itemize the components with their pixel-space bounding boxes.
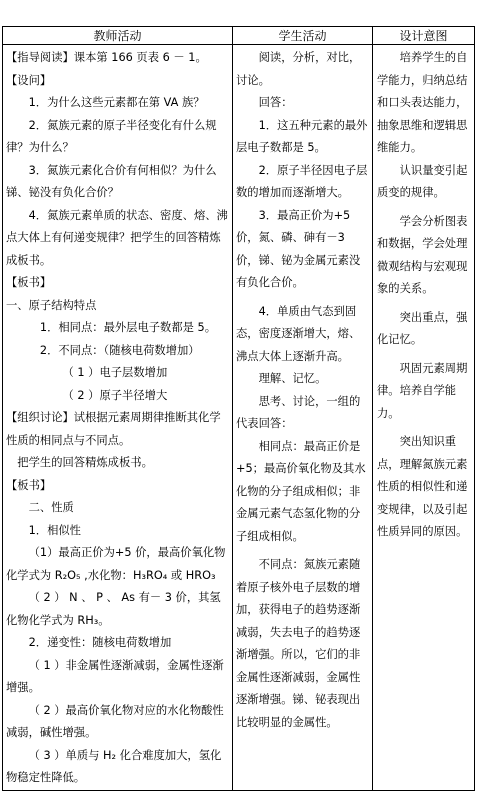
student-line: 理解、记忆。	[258, 372, 327, 385]
teacher-line: （ 2 ） N 、 P 、 As 有－ 3 价，其氢化物化学式为 RH₃。	[6, 591, 221, 627]
teacher-line: （ 2 ）原子半径增大	[62, 388, 168, 402]
teacher-line: 3．氮族元素化合价有何相似？为什么锑、铋没有负化合价？	[6, 163, 217, 199]
header-teacher: 教师活动	[3, 27, 233, 45]
student-line: 4．单质由气态到固态，密度逐渐增大，熔、沸点大体上逐渐升高。	[236, 304, 361, 363]
student-line: 不同点：氮族元素随着原子核外电子层数的增加，获得电子的趋势逐渐减弱，失去电子的趋势逐渐增强。所以，它们的非金属性逐渐减弱，金属性逐渐增强。锑、铋表现出比较明显的金属性。	[236, 558, 361, 729]
student-line: 2．原子半径因电子层数的增加而逐渐增大。	[236, 163, 368, 199]
teacher-line: 二、性质	[28, 501, 74, 514]
teacher-line: 【组织讨论】试根据元素周期律推断其化学性质的相同点与不同点。	[6, 411, 221, 447]
teacher-line: 1．相同点：最外层电子数都是 5。	[39, 321, 217, 334]
teacher-line: 2．不同点：（随核电荷数增加）	[39, 343, 200, 357]
student-activity	[233, 45, 372, 734]
design-line: 突出重点，强化记忆。	[377, 310, 468, 346]
teacher-line: （ 1 ）电子层数增加	[62, 366, 168, 379]
teacher-line: 一、原子结构特点	[6, 298, 97, 312]
student-line: 相同点：最高正价是+5；最高价氧化物及其水化物的分子组成相似；非金属元素气态氢化物的分子组成相似。	[236, 439, 366, 543]
teacher-line: （ 3 ）单质与 H₂ 化合难度加大，氢化物稳定性降低。	[6, 748, 222, 784]
design-line: 巩固元素周期律。培养自学能力。	[377, 361, 468, 420]
teacher-line: 把学生的回答精炼成板书。	[17, 456, 153, 469]
teacher-line: 1．相似性	[28, 523, 81, 537]
design-line: 培养学生的自学能力，归纳总结和口头表达能力，抽象思维和逻辑思维能力。	[377, 51, 468, 154]
header-row	[3, 27, 475, 45]
teacher-line: 【板书】	[6, 478, 52, 492]
teacher-line: （1）最高正价为+5 价，最高价氧化物化学式为 R₂O₅ ,水化物：H₃RO₄ 或 HRO₃	[6, 546, 226, 582]
teacher-line: 【板书】	[6, 276, 52, 289]
design-line: 突出知识重点，理解氮族元素性质的相似性和递变规律，以及引起性质异同的原因。	[377, 435, 468, 538]
header-student: 学生活动	[233, 27, 373, 45]
student-line: 1．这五种元素的最外层电子数都是 5。	[236, 118, 368, 154]
teacher-line: （ 1 ）非金属性逐渐减弱，金属性逐渐增强。	[6, 658, 224, 694]
student-cell	[233, 45, 373, 791]
design-cell	[373, 45, 475, 791]
lesson-plan-table	[2, 26, 475, 791]
design-line: 认识量变引起质变的规律。	[377, 163, 468, 199]
teacher-line: 1．为什么这些元素都在第 VA 族？	[28, 96, 205, 109]
design-line: 学会分析图表和数据，学会处理微观结构与宏观现象的关系。	[377, 214, 468, 295]
teacher-line: 【设问】	[6, 73, 52, 87]
teacher-line: 4．氮族元素单质的状态、密度、熔、沸点大体上有何递变规律？把学生的回答精炼成板书。	[6, 208, 228, 267]
teacher-line: （ 2 ）最高价氧化物对应的水化物酸性减弱，碱性增强。	[6, 703, 224, 739]
design-intent	[373, 45, 474, 544]
teacher-cell	[3, 45, 233, 791]
student-line: 3．最高正价为+5 价，氮、磷、砷有－3 价，锑、铋为金属元素没有负化合价。	[236, 208, 361, 289]
header-design: 设计意图	[373, 27, 475, 45]
student-line: 回答：	[258, 96, 293, 109]
teacher-line: 【指导阅读】课本第 166 页表 6 － 1。	[6, 51, 207, 64]
teacher-line: 2．递变性：随核电荷数增加	[28, 636, 172, 649]
teacher-activity	[3, 45, 232, 790]
student-line: 思考、讨论，一组的代表回答：	[236, 394, 361, 430]
content-row	[3, 45, 475, 791]
teacher-line: 2．氮族元素的原子半径变化有什么规律？为什么？	[6, 118, 217, 154]
student-line: 阅读，分析，对比，讨论。	[236, 51, 361, 87]
